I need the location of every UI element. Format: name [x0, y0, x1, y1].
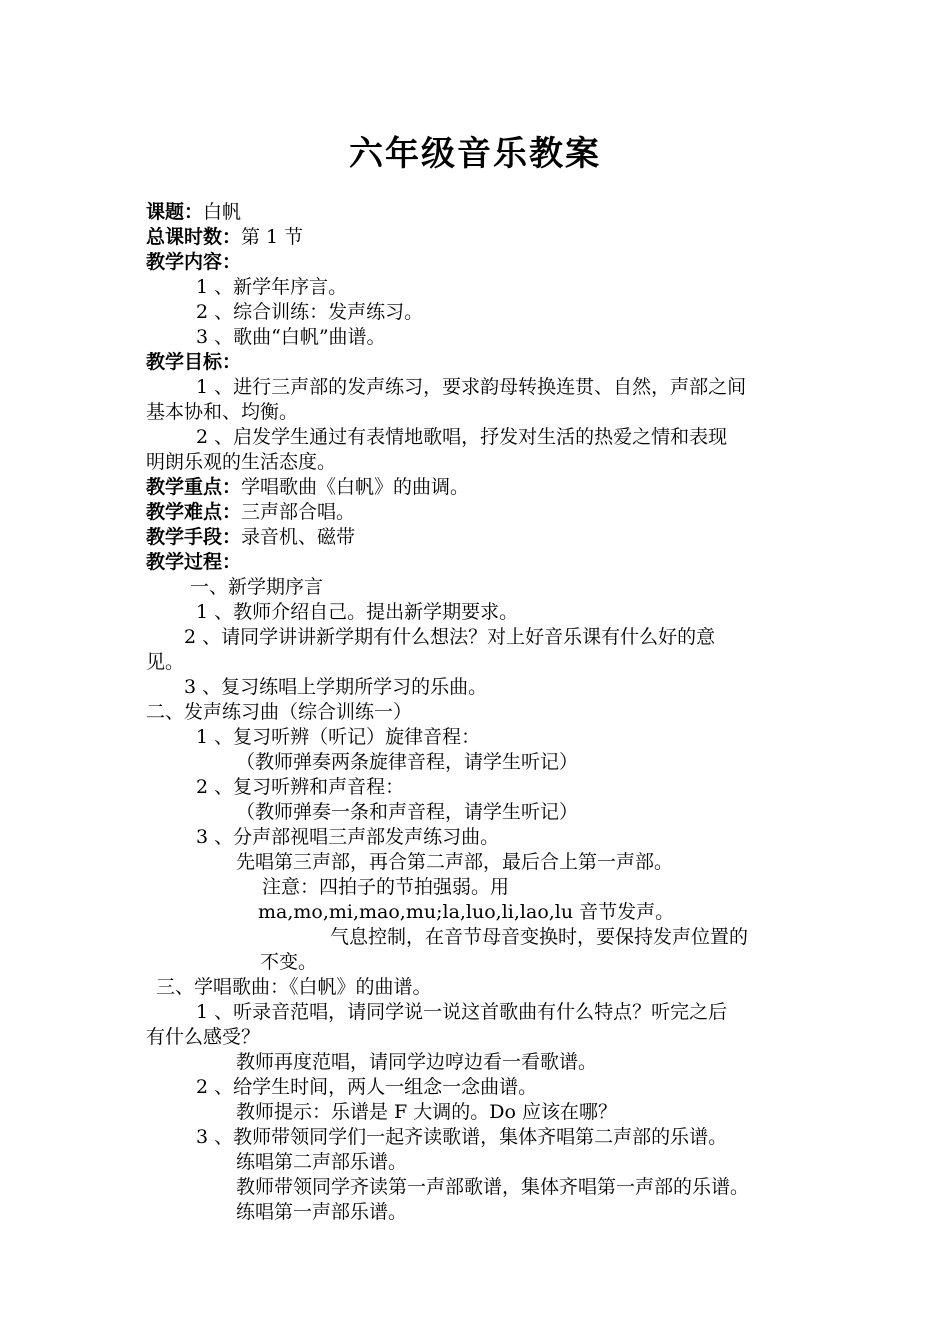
difficulty-label: 教学难点： — [146, 501, 242, 523]
document-title: 六年级音乐教案 — [349, 134, 601, 174]
process-line-8: （教师弹奏两条旋律音程，请学生听记） — [236, 751, 579, 773]
process-line-19: 有什么感受？ — [146, 1026, 261, 1048]
process-line-1: 一、新学期序言 — [190, 576, 324, 598]
process-line-12: 先唱第三声部，再合第二声部，最后合上第一声部。 — [236, 851, 674, 873]
content-line-1: 1 、新学年序言。 — [196, 276, 348, 298]
means-label: 教学手段： — [146, 526, 242, 548]
hours-row — [146, 225, 303, 249]
content-line-3: 3 、歌曲“白帆”曲谱。 — [196, 326, 386, 348]
process-line-6: 二、发声练习曲（综合训练一） — [146, 701, 413, 723]
hours-label: 总课时数： — [146, 226, 242, 248]
process-line-26: 练唱第一声部乐谱。 — [236, 1201, 408, 1223]
process-line-18: 1 、听录音范唱，请同学说一说这首歌曲有什么特点？听完之后 — [196, 1001, 728, 1023]
process-line-23: 3 、教师带领同学们一起齐读歌谱，集体齐唱第二声部的乐谱。 — [196, 1126, 728, 1148]
process-line-15: 气息控制，在音节母音变换时，要保持发声位置的 — [330, 926, 749, 948]
goal-line-2a: 2 、启发学生通过有表情地歌唱，抒发对生活的热爱之情和表现 — [196, 426, 728, 448]
process-line-3: 2 、请同学讲讲新学期有什么想法？对上好音乐课有什么好的意 — [184, 626, 716, 648]
process-line-20: 教师再度范唱，请同学边哼边看一看歌谱。 — [236, 1051, 598, 1073]
process-line-11: 3 、分声部视唱三声部发声练习曲。 — [196, 826, 500, 848]
process-line-24: 练唱第二声部乐谱。 — [236, 1151, 408, 1173]
process-line-2: 1 、教师介绍自己。提出新学期要求。 — [196, 601, 519, 623]
difficulty-value: 三声部合唱。 — [241, 501, 356, 523]
process-label: 教学过程： — [146, 551, 242, 573]
goal-line-2b: 明朗乐观的生活态度。 — [146, 451, 337, 473]
difficulty-row — [146, 500, 355, 524]
process-line-17: 三、学唱歌曲：《白帆》的曲谱。 — [156, 976, 432, 998]
process-line-21: 2 、给学生时间，两人一组念一念曲谱。 — [196, 1076, 538, 1098]
topic-label: 课题： — [146, 201, 204, 223]
key-row — [146, 475, 469, 499]
content-label: 教学内容： — [146, 251, 242, 273]
process-line-5: 3 、复习练唱上学期所学习的乐曲。 — [184, 676, 488, 698]
goals-heading — [146, 350, 241, 374]
content-line-2: 2 、综合训练：发声练习。 — [196, 301, 424, 323]
process-line-13: 注意：四拍子的节拍强弱。用 — [262, 876, 510, 898]
goals-label: 教学目标： — [146, 351, 242, 373]
process-line-16: 不变。 — [260, 951, 318, 973]
process-line-25: 教师带领同学齐读第一声部歌谱，集体齐唱第一声部的乐谱。 — [236, 1176, 750, 1198]
key-label: 教学重点： — [146, 476, 242, 498]
process-line-22: 教师提示：乐谱是 F 大调的。Do 应该在哪？ — [236, 1101, 617, 1123]
process-line-7: 1 、复习听辨（听记）旋律音程： — [196, 726, 481, 748]
means-row — [146, 525, 355, 549]
means-value: 录音机、磁带 — [241, 526, 356, 548]
process-line-9: 2 、复习听辨和声音程： — [196, 776, 405, 798]
goal-line-1b: 基本协和、均衡。 — [146, 401, 299, 423]
key-value: 学唱歌曲《白帆》的曲调。 — [241, 476, 470, 498]
content-heading — [146, 250, 241, 274]
topic-row — [146, 200, 241, 224]
process-heading — [146, 550, 241, 574]
topic-value: 白帆 — [203, 201, 242, 223]
process-line-14: ma,mo,mi,mao,mu;la,luo,li,lao,lu 音节发声。 — [258, 901, 675, 923]
goal-line-1a: 1 、进行三声部的发声练习，要求韵母转换连贯、自然，声部之间 — [196, 376, 747, 398]
process-line-10: （教师弹奏一条和声音程，请学生听记） — [236, 801, 579, 823]
process-line-4: 见。 — [146, 651, 185, 673]
hours-value: 第 1 节 — [241, 226, 304, 248]
